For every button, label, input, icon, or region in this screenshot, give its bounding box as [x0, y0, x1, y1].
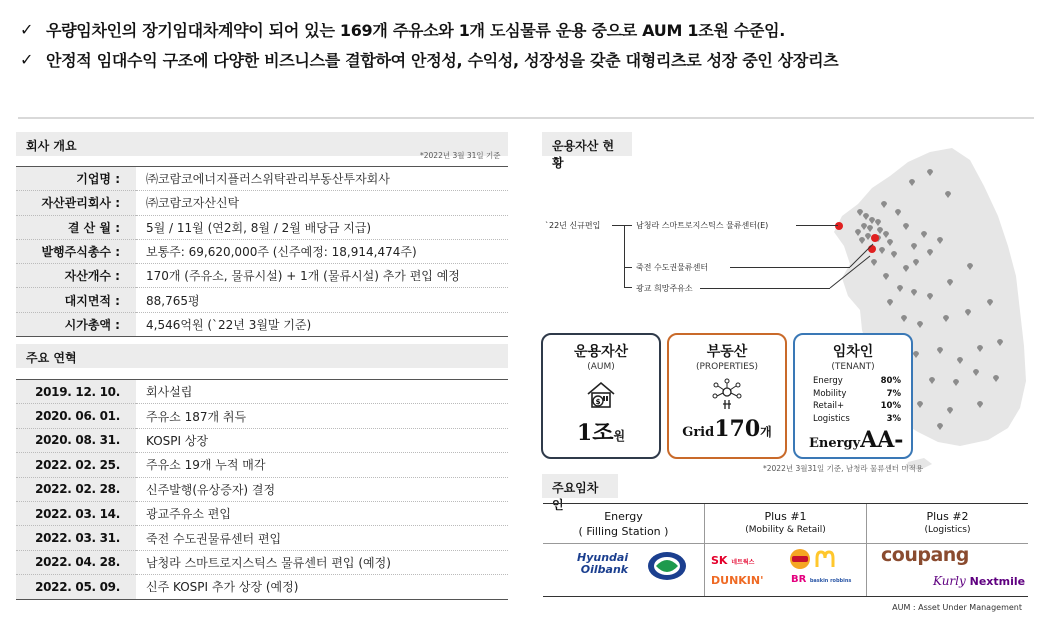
row-value: ㈜코람코자산신탁 [136, 191, 508, 215]
assets-section-header [542, 132, 632, 170]
column-subtitle: (Mobility & Retail) [745, 525, 826, 535]
row-value: ㈜코람코에너지플러스위탁관리부동산투자회사 [136, 167, 508, 191]
properties-value-wrap [669, 416, 785, 442]
tenant-share: 3% [886, 413, 901, 424]
tenant-row [813, 413, 901, 426]
tenant-type: Mobility [813, 388, 847, 399]
logo-text: Nextmile [969, 575, 1026, 588]
properties-value: 170 [714, 416, 761, 442]
tenants-title: 주요임차인 [552, 481, 599, 512]
aum-value-wrap [543, 416, 659, 447]
tenant-row [813, 388, 901, 401]
site-leader-line [700, 288, 830, 289]
svg-text:$: $ [595, 398, 601, 406]
tenant-row [813, 400, 901, 413]
burger-king-logo-icon [789, 548, 811, 570]
table-row [16, 526, 508, 550]
legend-bracket [624, 225, 625, 287]
history-event: 주유소 19개 누적 매각 [136, 453, 508, 477]
logo-text: 네트웍스 [731, 559, 755, 566]
summary-bullets [20, 14, 838, 74]
money-house-icon [543, 378, 659, 412]
bullet-text: 우량임차인의 장기임대차계약이 되어 있는 169개 주유소와 1개 도심물류 운용 중으로 AUM 1조원 수준임. [46, 20, 786, 40]
table-row [16, 501, 508, 525]
history-event: 남청라 스마트로지스틱스 물류센터 편입 (예정) [136, 550, 508, 574]
overview-date-note: *2022년 3월 31일 기준 [420, 151, 501, 160]
tenant-rating-prefix: Energy [809, 436, 861, 451]
row-value: 88,765평 [136, 288, 508, 312]
tenant-column-plus2 [867, 504, 1028, 596]
row-key: 기업명 : [16, 167, 136, 191]
hyundai-oilbank-logo [577, 552, 628, 576]
bullet-item [20, 44, 838, 74]
network-hand-icon [669, 378, 785, 412]
assets-date-note: *2022년 3월31일 기준, 남청라 물류센터 미적용 [763, 464, 924, 473]
history-event: 회사설립 [136, 380, 508, 404]
table-row [16, 550, 508, 574]
card-subtitle: (AUM) [587, 362, 615, 372]
column-title: Plus #1 [764, 510, 807, 523]
history-date: 2020. 06. 01. [16, 404, 136, 428]
leader-diagonal [830, 256, 870, 288]
table-row [16, 167, 508, 191]
tenant-column-energy [543, 504, 705, 596]
history-date: 2022. 02. 28. [16, 477, 136, 501]
tenant-rating-wrap [809, 427, 903, 453]
table-row [16, 312, 508, 336]
row-value: 4,546억원 (`22년 3월말 기준) [136, 312, 508, 336]
key-tenants-table [543, 503, 1028, 597]
aum-value: 1조 [576, 420, 614, 446]
tenant-type: Retail+ [813, 401, 845, 411]
tenant-type: Logistics [813, 413, 850, 424]
row-key: 자산개수 : [16, 264, 136, 288]
logo-text: DUNKIN' [711, 574, 764, 587]
card-subtitle: (TENANT) [831, 362, 875, 372]
row-key: 자산관리회사 : [16, 191, 136, 215]
column-subtitle: ( Filling Station ) [578, 525, 669, 538]
tenants-section-header [542, 474, 618, 512]
column-title: Energy [604, 510, 643, 523]
row-value: 170개 (주유소, 물류시설) + 1개 (물류시설) 추가 편입 예정 [136, 264, 508, 288]
card-title: 운용자산 [573, 344, 629, 360]
column-header [705, 504, 866, 544]
legend-connector [624, 287, 632, 288]
divider [18, 117, 1034, 119]
site-diagonal-lines [826, 236, 876, 290]
tenant-breakdown [813, 375, 901, 425]
card-title: 부동산 [706, 344, 748, 360]
row-value: 보통주: 69,620,000주 (신주예정: 18,914,474주) [136, 239, 508, 263]
tenant-share: 7% [886, 388, 901, 399]
table-row [16, 453, 508, 477]
history-event: KOSPI 상장 [136, 428, 508, 452]
history-date: 2019. 12. 10. [16, 380, 136, 404]
properties-prefix: Grid [682, 425, 715, 440]
properties-unit: 개 [760, 425, 772, 439]
aum-footnote: AUM : Asset Under Management [892, 603, 1022, 612]
tenant-row [813, 375, 901, 388]
history-event: 신주발행(유상증자) 결정 [136, 477, 508, 501]
history-date: 2022. 02. 25. [16, 453, 136, 477]
column-header [543, 504, 704, 544]
row-key: 발행주식총수 : [16, 239, 136, 263]
table-row [16, 404, 508, 428]
tenant-type: Energy [813, 376, 843, 386]
table-row [16, 575, 508, 599]
history-date: 2022. 05. 09. [16, 575, 136, 599]
logo-text: Oilbank [580, 563, 629, 576]
baskin-robbins-logo [791, 574, 851, 585]
site-label: 광교 희망주유소 [636, 284, 693, 293]
aum-unit: 원 [613, 429, 626, 443]
table-row [16, 428, 508, 452]
history-event: 주유소 187개 취득 [136, 404, 508, 428]
site-label: 죽전 수도권물류센터 [636, 263, 709, 272]
bullet-text: 안정적 임대수익 구조에 다양한 비즈니스를 결합하여 안정성, 수익성, 성장성을 갖춘 대형리츠로 성장 중인 상장리츠 [46, 50, 839, 70]
bullet-item [20, 14, 838, 44]
history-table [16, 379, 508, 600]
check-icon: ✓ [20, 19, 34, 39]
properties-card [667, 333, 787, 459]
tenant-share: 80% [880, 376, 901, 386]
aum-card [541, 333, 661, 459]
tenant-share: 10% [880, 401, 901, 411]
row-key: 대지면적 : [16, 288, 136, 312]
mcdonalds-logo-icon [815, 550, 835, 568]
site-leader-line [796, 225, 838, 226]
row-key: 결 산 월 : [16, 215, 136, 239]
kurly-nextmile-logo [933, 574, 1025, 588]
table-row [16, 477, 508, 501]
legend-connector [612, 225, 632, 226]
pin-namcheongna [835, 222, 843, 230]
row-key: 시가총액 : [16, 312, 136, 336]
hyundai-oilbank-emblem-icon [647, 551, 687, 581]
table-row [16, 215, 508, 239]
coupang-logo [881, 544, 969, 566]
card-title: 임차인 [832, 344, 874, 360]
check-icon: ✓ [20, 49, 34, 69]
history-section-header [16, 344, 508, 368]
logo-text: BR [791, 574, 807, 585]
logo-text: baskin robbins [809, 578, 852, 584]
table-row [16, 264, 508, 288]
history-date: 2022. 03. 31. [16, 526, 136, 550]
history-event: 광교주유소 편입 [136, 501, 508, 525]
legend-connector [624, 267, 632, 268]
assets-title: 운용자산 현황 [552, 139, 615, 170]
history-date: 2022. 03. 14. [16, 501, 136, 525]
column-subtitle: (Logistics) [924, 525, 971, 535]
row-value: 5월 / 11월 (연2회, 8월 / 2월 배당금 지급) [136, 215, 508, 239]
table-row [16, 380, 508, 404]
new-asset-label: `22년 신규편입 [545, 221, 601, 230]
table-row [16, 239, 508, 263]
logo-text: Hyundai [577, 551, 629, 564]
sk-networks-logo [711, 554, 754, 567]
column-header [867, 504, 1028, 544]
logo-text: SK [711, 554, 728, 567]
tenant-card [793, 333, 913, 459]
history-date: 2022. 04. 28. [16, 550, 136, 574]
card-subtitle: (PROPERTIES) [695, 362, 759, 372]
site-label: 남청라 스마트로지스틱스 물류센터(E) [636, 221, 769, 230]
leader-diagonal [850, 244, 873, 267]
tenant-rating: AA- [860, 427, 904, 453]
history-event: 신주 KOSPI 추가 상장 (예정) [136, 575, 508, 599]
table-row [16, 191, 508, 215]
logo-text: coupang [881, 544, 969, 566]
history-date: 2020. 08. 31. [16, 428, 136, 452]
table-row [16, 288, 508, 312]
logo-text: Kurly [933, 574, 966, 588]
column-title: Plus #2 [926, 510, 969, 523]
history-event: 죽전 수도권물류센터 편입 [136, 526, 508, 550]
history-title: 주요 연혁 [26, 351, 77, 365]
overview-title: 회사 개요 [26, 139, 77, 153]
dunkin-logo [711, 574, 763, 587]
tenant-column-plus1 [705, 504, 867, 596]
company-info-table [16, 166, 508, 337]
